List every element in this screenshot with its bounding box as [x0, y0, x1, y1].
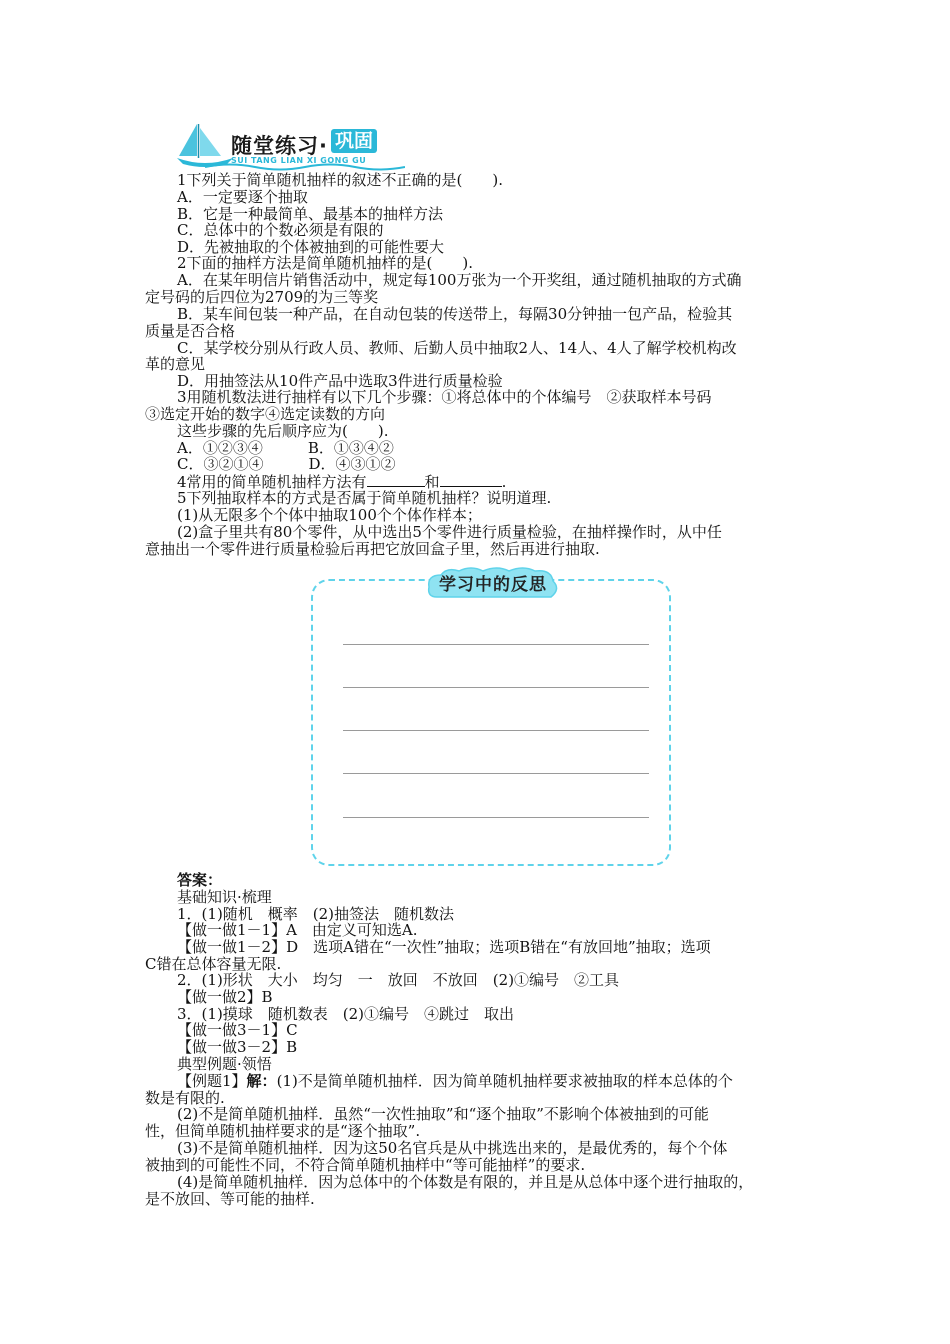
writing-line	[343, 773, 649, 774]
option-2b: B．某车间包装一种产品，在自动包装的传送带上，每隔30分钟抽一包产品，检验其	[177, 305, 733, 323]
question-4-text: 4常用的简单随机抽样方法有	[177, 473, 367, 491]
solution-label: 解：	[246, 1072, 277, 1090]
example-1-label: 【例题1】	[177, 1072, 247, 1090]
question-4-and: 和	[424, 473, 440, 491]
option-2a-cont: 定号码的后四位为2709的为三等奖	[145, 288, 379, 306]
writing-line	[343, 730, 649, 731]
reflection-box	[311, 575, 671, 866]
question-3: 3用随机数法进行抽样有以下几个步骤：①将总体中的个体编号 ②获取样本号码	[177, 388, 712, 406]
answer-line: 2．(1)形状 大小 均匀 一 放回 不放回 (2)①编号 ②工具	[177, 971, 620, 989]
answers-section-2: 典型例题·领悟	[177, 1055, 272, 1073]
option-1b: B．它是一种最简单、最基本的抽样方法	[177, 205, 444, 223]
answer-line: 数是有限的.	[145, 1089, 225, 1107]
option-2b-cont: 质量是否合格	[145, 322, 236, 340]
banner-pinyin: SUI TANG LIAN XI GONG GU	[231, 156, 367, 165]
answer-blank-2	[440, 473, 502, 487]
answer-line: 1．(1)随机 概率 (2)抽签法 随机数法	[177, 905, 455, 923]
writing-line	[343, 687, 649, 688]
question-4-end: .	[501, 473, 507, 491]
question-5-part2-cont: 意抽出一个零件进行质量检验后再把它放回盒子里，然后再进行抽取.	[145, 540, 600, 558]
answer-line: 3．(1)摸球 随机数表 (2)①编号 ④跳过 取出	[177, 1005, 515, 1023]
question-5-part1: (1)从无限多个个体中抽取100个个体作样本；	[177, 506, 482, 524]
option-2c: C．某学校分别从行政人员、教师、后勤人员中抽取2人、14人、4人了解学校机构改	[177, 339, 737, 357]
section-banner	[175, 122, 405, 168]
banner-tag: 巩固	[331, 129, 377, 153]
answer-line: 是不放回、等可能的抽样.	[145, 1190, 315, 1208]
answer-line: C错在总体容量无限.	[145, 955, 282, 973]
answer-line: 性，但简单随机抽样要求的是“逐个抽取”.	[145, 1122, 421, 1140]
question-2: 2下面的抽样方法是简单随机抽样的是( ).	[177, 254, 474, 272]
answer-line: 被抽到的可能性不同，不符合简单随机抽样中“等可能抽样”的要求.	[145, 1156, 586, 1174]
option-3ab: A．①②③④ B．①③④②	[177, 439, 394, 457]
question-3-prompt: 这些步骤的先后顺序应为( ).	[177, 422, 389, 440]
example-1-line	[177, 1073, 733, 1090]
answer-line: (3)不是简单随机抽样．因为这50名官兵是从中挑选出来的，是最优秀的，每个个体	[177, 1139, 728, 1157]
reflection-title: 学习中的反思	[439, 575, 547, 595]
question-5-part2: (2)盒子里共有80个零件，从中选出5个零件进行质量检验，在抽样操作时，从中任	[177, 523, 722, 541]
answer-line: (2)不是简单随机抽样．虽然“一次性抽取”和“逐个抽取”不影响个体被抽到的可能	[177, 1105, 709, 1123]
answer-line: 【做一做1－2】D 选项A错在“一次性”抽取；选项B错在“有放回地”抽取；选项	[177, 938, 711, 956]
answer-line: 【做一做3－2】B	[177, 1038, 298, 1056]
answers-section-1: 基础知识·梳理	[177, 888, 272, 906]
example-1-text: (1)不是简单随机抽样．因为简单随机抽样要求被抽取的样本总体的个	[276, 1072, 733, 1090]
banner-title: 随堂练习·	[231, 134, 328, 158]
writing-line	[343, 644, 649, 645]
option-2d: D．用抽签法从10件产品中选取3件进行质量检验	[177, 372, 503, 390]
answer-line: 【做一做2】B	[177, 988, 273, 1006]
option-2a: A．在某年明信片销售活动中，规定每100万张为一个开奖组，通过随机抽取的方式确	[177, 271, 742, 289]
option-1d: D．先被抽取的个体被抽到的可能性要大	[177, 238, 445, 256]
answer-line: (4)是简单随机抽样．因为总体中的个体数是有限的，并且是从总体中逐个进行抽取的，	[177, 1173, 754, 1191]
answer-line: 【做一做1－1】A 由定义可知选A.	[177, 921, 418, 939]
option-2c-cont: 革的意见	[145, 355, 206, 373]
question-5: 5下列抽取样本的方式是否属于简单随机抽样？说明道理.	[177, 489, 552, 507]
answer-line: 【做一做3－1】C	[177, 1021, 298, 1039]
answer-blank-1	[367, 473, 425, 487]
option-3cd: C．③②①④ D．④③①②	[177, 455, 396, 473]
answers-heading: 答案：	[177, 871, 223, 889]
option-1c: C．总体中的个数必须是有限的	[177, 221, 384, 239]
question-1: 1下列关于简单随机抽样的叙述不正确的是( ).	[177, 171, 504, 189]
question-3-cont: ③选定开始的数字④选定读数的方向	[145, 405, 386, 423]
writing-line	[343, 817, 649, 818]
option-1a: A．一定要逐个抽取	[177, 188, 308, 206]
